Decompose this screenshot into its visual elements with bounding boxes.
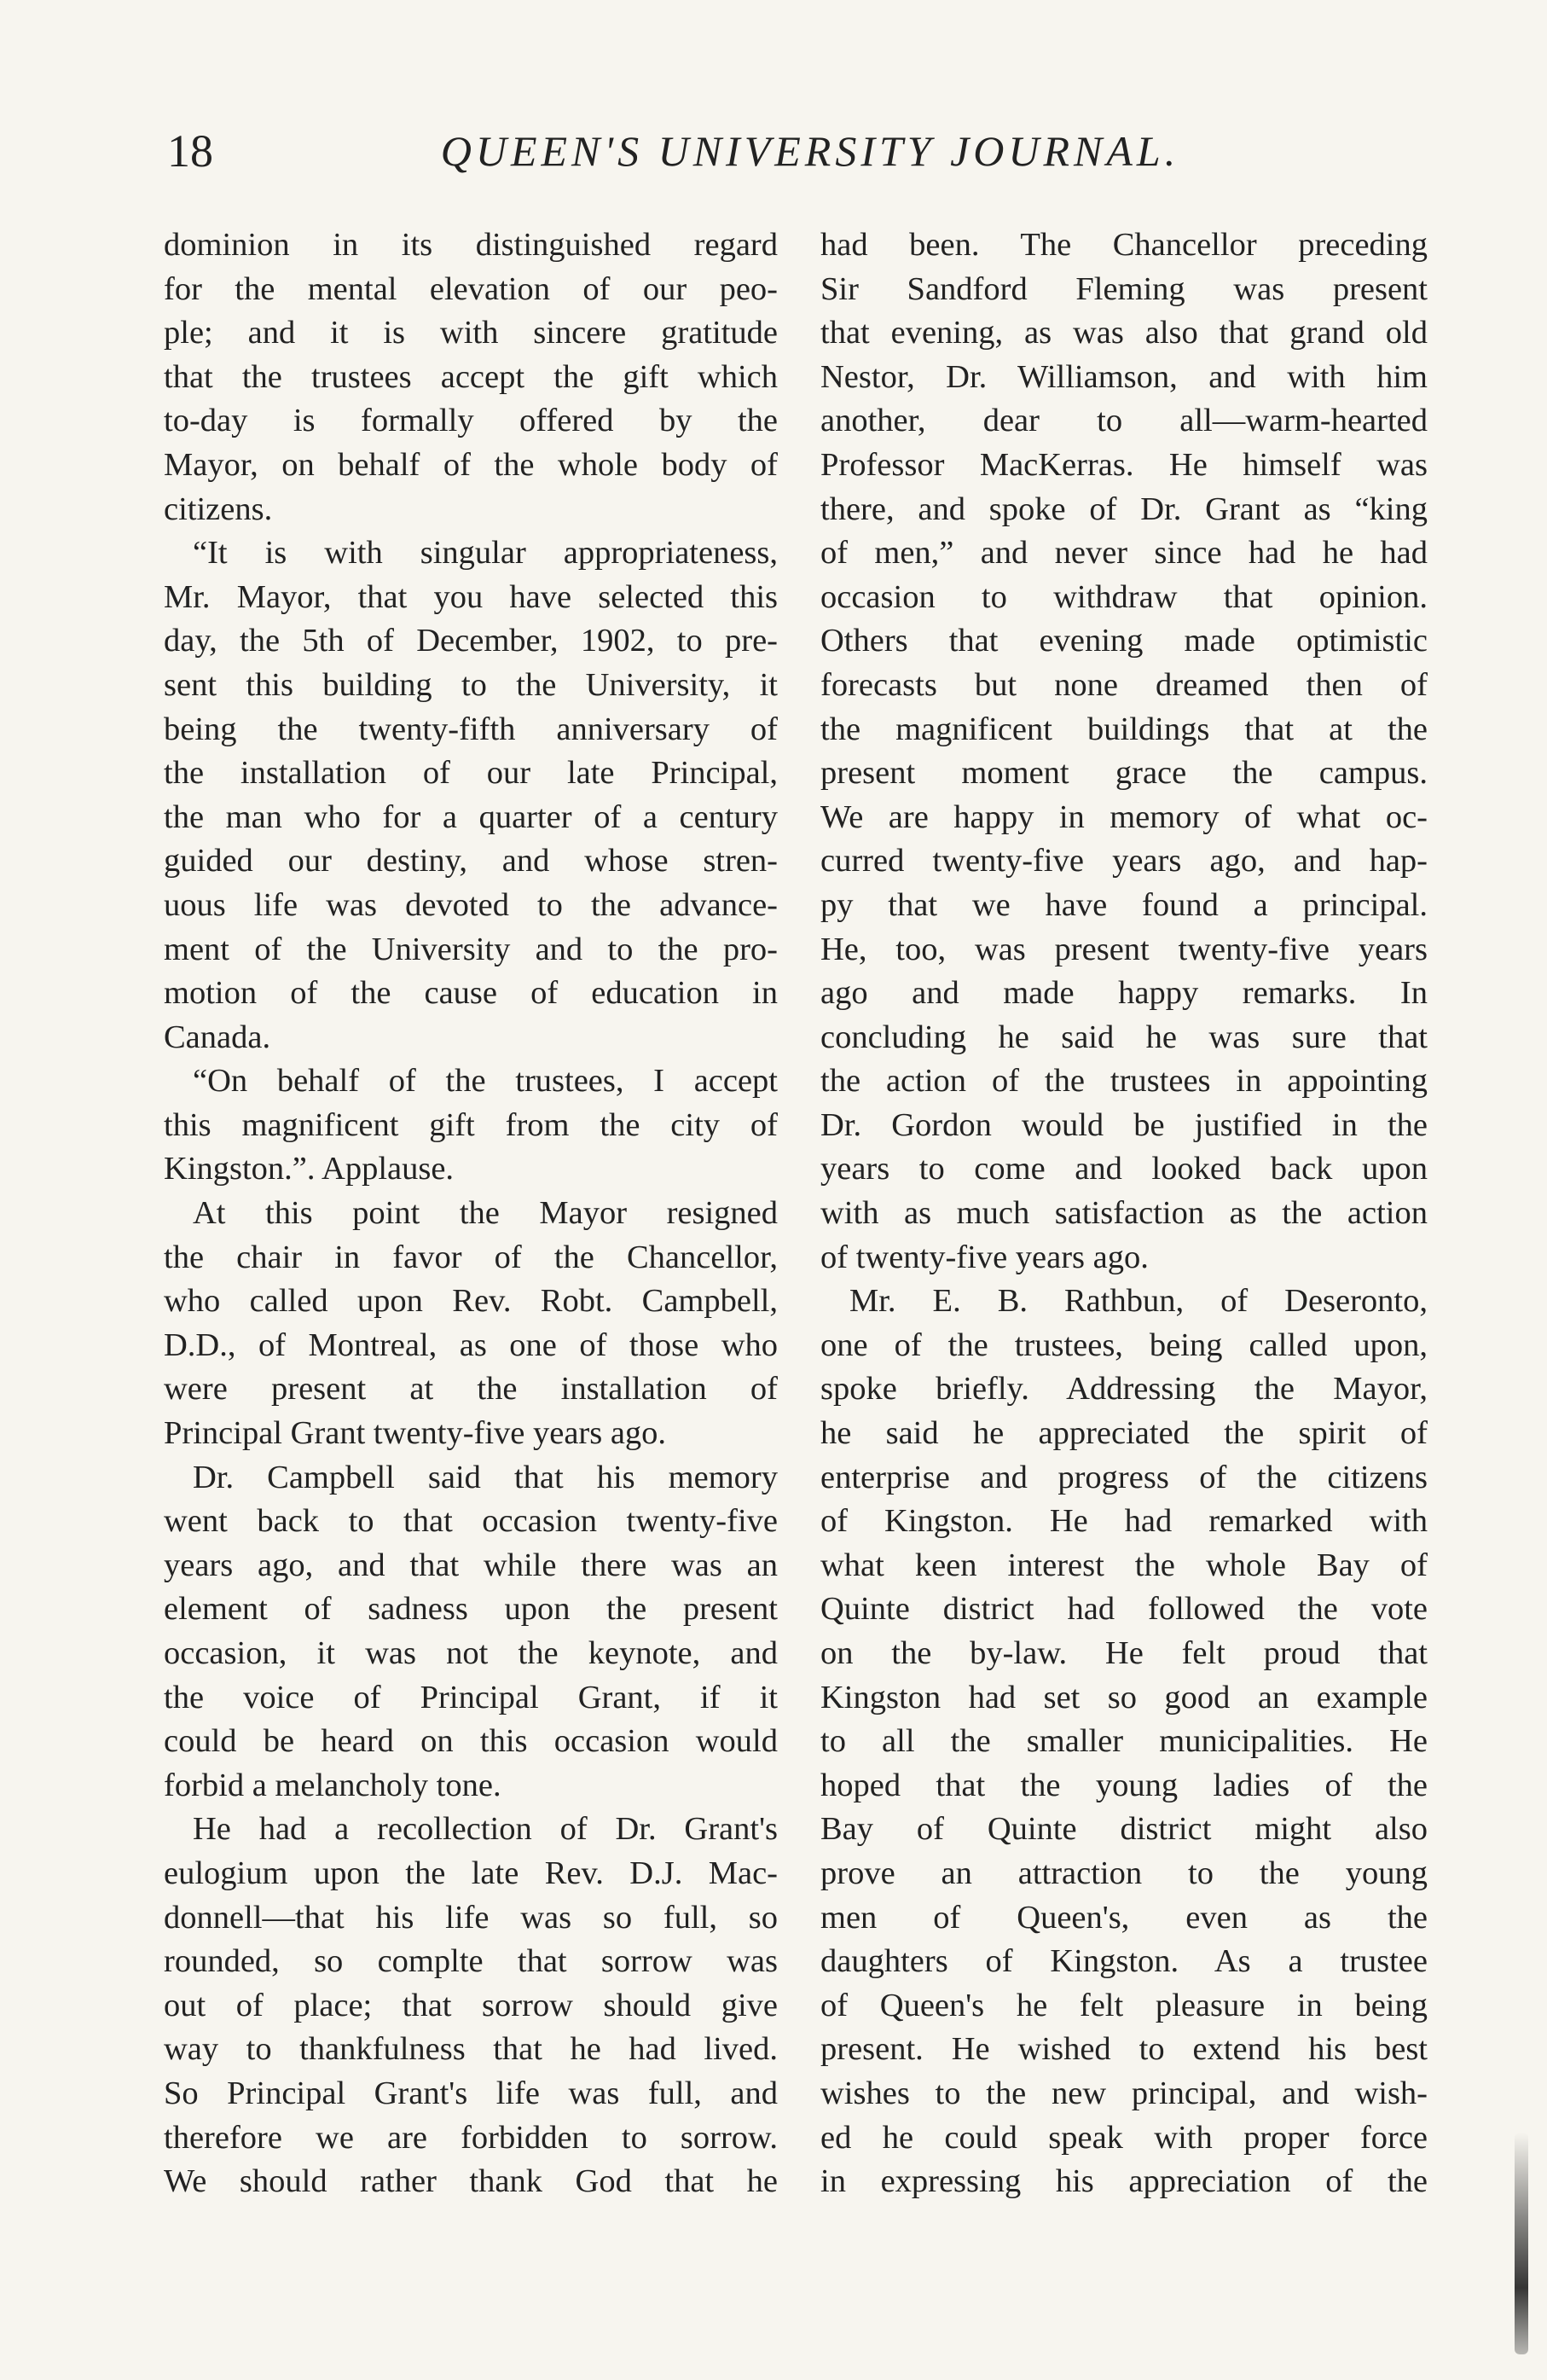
- text-line: for the mental elevation of our peo-: [164, 270, 778, 307]
- text-line: Mr. Mayor, that you have selected this: [164, 578, 778, 615]
- text-line: wishes to the new principal, and wish-: [820, 2075, 1428, 2111]
- text-line: sent this building to the University, it: [164, 666, 778, 703]
- text-line: py that we have found a principal.: [820, 886, 1428, 923]
- text-line: therefore we are forbidden to sorrow.: [164, 2119, 778, 2156]
- text-line: We should rather thank God that he: [164, 2163, 778, 2200]
- text-line: Canada.: [164, 1019, 271, 1055]
- text-line: years ago, and that while there was an: [164, 1547, 778, 1583]
- text-line: forbid a melancholy tone.: [164, 1767, 501, 1803]
- text-line: element of sadness upon the present: [164, 1591, 778, 1628]
- text-line: Others that evening made optimistic: [820, 623, 1428, 659]
- text-line: Bay of Quinte district might also: [820, 1811, 1428, 1848]
- text-line: guided our destiny, and whose stren-: [164, 843, 778, 879]
- text-line: on the by-law. He felt proud that: [820, 1635, 1428, 1671]
- text-line: So Principal Grant's life was full, and: [164, 2075, 778, 2111]
- text-line: being the twenty-fifth anniversary of: [164, 711, 778, 747]
- page-number: 18: [167, 125, 213, 177]
- text-line: day, the 5th of December, 1902, to pre-: [164, 623, 778, 659]
- text-line: eulogium upon the late Rev. D.J. Mac-: [164, 1855, 778, 1891]
- text-line: Quinte district had followed the vote: [820, 1591, 1428, 1628]
- text-line: Principal Grant twenty-five years ago.: [164, 1415, 667, 1452]
- text-line: spoke briefly. Addressing the Mayor,: [820, 1371, 1428, 1408]
- text-line: Mayor, on behalf of the whole body of: [164, 446, 778, 483]
- text-line: ed he could speak with proper force: [820, 2119, 1428, 2156]
- text-line: We are happy in memory of what oc-: [820, 798, 1428, 835]
- text-line: who called upon Rev. Robt. Campbell,: [164, 1283, 778, 1320]
- text-line: At this point the Mayor resigned: [193, 1195, 778, 1232]
- text-line: another, dear to all—warm-hearted: [820, 403, 1428, 439]
- text-line: of Queen's he felt pleasure in being: [820, 1987, 1428, 2023]
- text-line: ple; and it is with sincere gratitude: [164, 315, 778, 351]
- text-line: concluding he said he was sure that: [820, 1019, 1428, 1055]
- text-line: what keen interest the whole Bay of: [820, 1547, 1428, 1583]
- text-line: way to thankfulness that he had lived.: [164, 2031, 778, 2068]
- scan-edge-smudge: [1515, 2133, 1528, 2354]
- text-line: donnell—that his life was so full, so: [164, 1899, 778, 1936]
- left-column: [164, 223, 778, 2204]
- text-line: Kingston.”. Applause.: [164, 1151, 455, 1187]
- text-line: years to come and looked back upon: [820, 1151, 1428, 1187]
- right-column: [820, 223, 1428, 2204]
- text-line: of twenty-five years ago.: [820, 1239, 1149, 1275]
- text-line: went back to that occasion twenty-five: [164, 1503, 778, 1540]
- text-line: Dr. Gordon would be justified in the: [820, 1106, 1428, 1143]
- text-line: the chair in favor of the Chancellor,: [164, 1239, 778, 1275]
- running-title: QUEEN'S UNIVERSITY JOURNAL.: [440, 127, 1180, 175]
- text-line: D.D., of Montreal, as one of those who: [164, 1326, 778, 1363]
- text-line: “On behalf of the trustees, I accept: [193, 1063, 778, 1100]
- text-line: of Kingston. He had remarked with: [820, 1503, 1428, 1540]
- text-line: the man who for a quarter of a century: [164, 798, 778, 835]
- text-line: motion of the cause of education in: [164, 975, 778, 1012]
- text-line: citizens.: [164, 491, 273, 527]
- text-line: to-day is formally offered by the: [164, 403, 778, 439]
- text-line: Nestor, Dr. Williamson, and with him: [820, 358, 1428, 395]
- text-line: that the trustees accept the gift which: [164, 358, 778, 395]
- text-line: hoped that the young ladies of the: [820, 1767, 1428, 1803]
- text-line: the magnificent buildings that at the: [820, 711, 1428, 747]
- text-line: Mr. E. B. Rathbun, of Deseronto,: [849, 1283, 1428, 1320]
- text-line: could be heard on this occasion would: [164, 1723, 778, 1760]
- text-line: one of the trustees, being called upon,: [820, 1326, 1428, 1363]
- text-line: had been. The Chancellor preceding: [820, 227, 1428, 263]
- text-line: present. He wished to extend his best: [820, 2031, 1428, 2068]
- text-line: dominion in its distinguished regard: [164, 227, 778, 263]
- text-line: prove an attraction to the young: [820, 1855, 1428, 1891]
- text-line: daughters of Kingston. As a trustee: [820, 1943, 1428, 1980]
- text-line: of men,” and never since had he had: [820, 535, 1428, 572]
- text-line: this magnificent gift from the city of: [164, 1106, 778, 1143]
- text-line: He had a recollection of Dr. Grant's: [193, 1811, 778, 1848]
- text-line: occasion to withdraw that opinion.: [820, 578, 1428, 615]
- text-line: enterprise and progress of the citizens: [820, 1459, 1428, 1495]
- text-line: Sir Sandford Fleming was present: [820, 270, 1428, 307]
- text-line: he said he appreciated the spirit of: [820, 1415, 1428, 1452]
- text-line: with as much satisfaction as the action: [820, 1195, 1428, 1232]
- text-line: curred twenty-five years ago, and hap-: [820, 843, 1428, 879]
- text-line: Dr. Campbell said that his memory: [193, 1459, 778, 1495]
- text-line: uous life was devoted to the advance-: [164, 886, 778, 923]
- text-line: “It is with singular appropriateness,: [193, 535, 778, 572]
- text-line: Kingston had set so good an example: [820, 1679, 1428, 1715]
- text-line: Professor MacKerras. He himself was: [820, 446, 1428, 483]
- text-line: rounded, so complte that sorrow was: [164, 1943, 778, 1980]
- text-line: occasion, it was not the keynote, and: [164, 1635, 778, 1671]
- text-line: men of Queen's, even as the: [820, 1899, 1428, 1936]
- text-line: that evening, as was also that grand old: [820, 315, 1428, 351]
- text-line: forecasts but none dreamed then of: [820, 666, 1428, 703]
- text-line: the voice of Principal Grant, if it: [164, 1679, 778, 1715]
- text-line: the action of the trustees in appointing: [820, 1063, 1428, 1100]
- text-line: to all the smaller municipalities. He: [820, 1723, 1428, 1760]
- text-line: the installation of our late Principal,: [164, 755, 778, 792]
- text-line: He, too, was present twenty-five years: [820, 931, 1428, 967]
- text-line: ago and made happy remarks. In: [820, 975, 1428, 1012]
- text-line: were present at the installation of: [164, 1371, 778, 1408]
- text-line: there, and spoke of Dr. Grant as “king: [820, 491, 1428, 527]
- text-line: in expressing his appreciation of the: [820, 2163, 1428, 2200]
- text-line: out of place; that sorrow should give: [164, 1987, 778, 2023]
- text-line: present moment grace the campus.: [820, 755, 1428, 792]
- text-line: ment of the University and to the pro-: [164, 931, 778, 967]
